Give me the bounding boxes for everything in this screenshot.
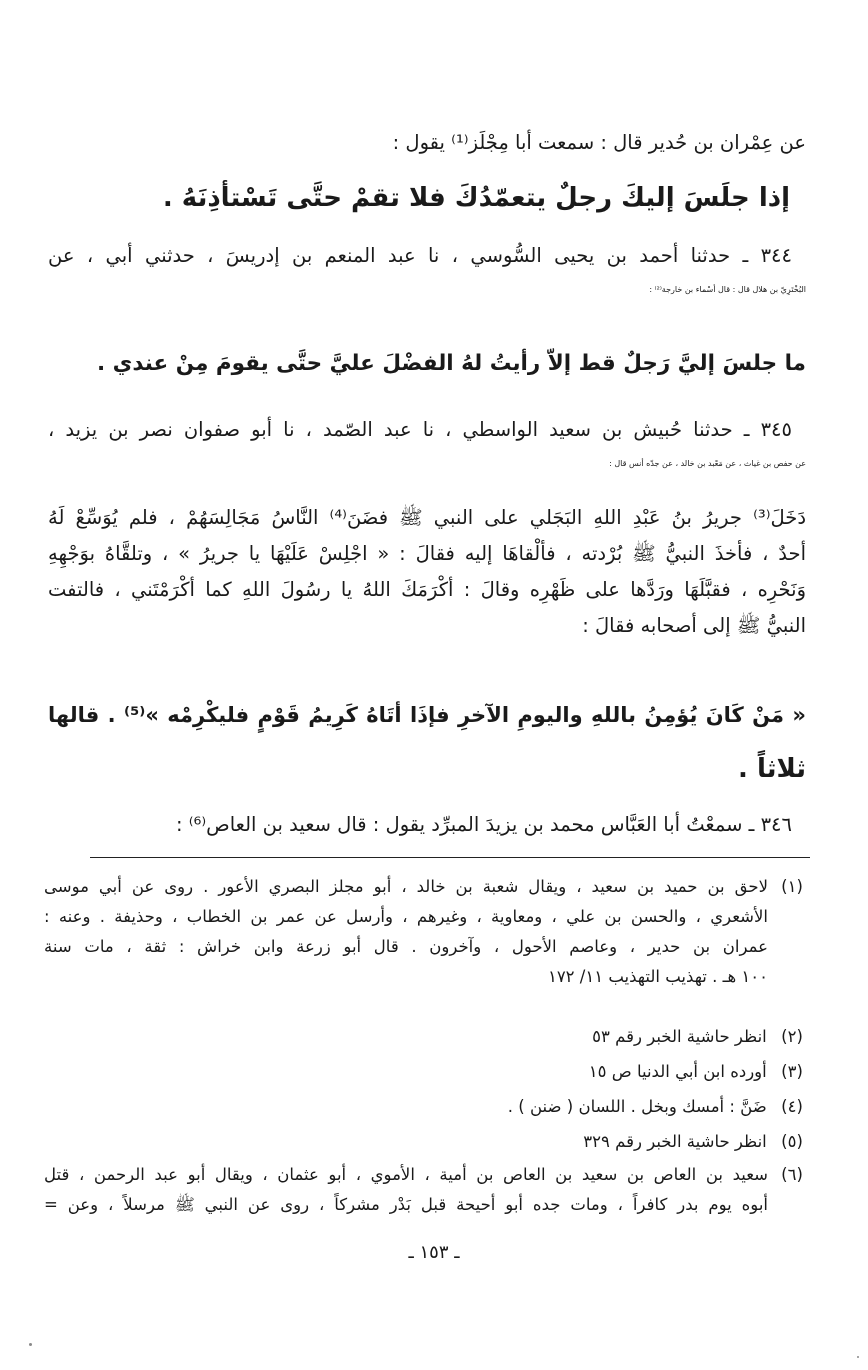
jarir-story	[48, 500, 806, 644]
quote-line: ما جلسَ إليَّ رَجلٌ قط إلاّ رأيتُ لهُ الفضْلَ عليَّ حتَّى يقومَ مِنْ عندي .	[97, 351, 806, 376]
footnote-2	[44, 1022, 812, 1052]
report-344	[48, 239, 806, 307]
footnote-number: (٢)	[781, 1027, 803, 1046]
hadith-quote	[48, 688, 806, 796]
footnote-5	[44, 1127, 812, 1157]
footnote-4	[44, 1092, 812, 1122]
quote-line: إذا جلَسَ إليكَ رجلٌ يتعمّدُكَ فلا تقمْ حتَّى تَسْتأذِنَهُ .	[162, 183, 790, 213]
report-346	[50, 808, 792, 842]
text-line: النبيُّ ﷺ إلى أصحابه فقالَ :	[582, 614, 806, 637]
text-line: ٣٤٤ ـ حدثنا أحمد بن يحيى السُّوسي ، نا عبد المنعم بن إدريسَ ، حدثني أبي ، عن	[48, 244, 792, 267]
text-line: البُخْتَرِيّ بن هلال قال : قال أسْماء بن خارجة⁽²⁾ :	[649, 285, 806, 294]
quote-abu-mijlaz	[50, 180, 790, 216]
report-345	[48, 413, 806, 481]
text-line: عن عِمْران بن حُدير قال : سمعت أبا مِجْلَز⁽¹⁾ يقول :	[392, 131, 806, 154]
scan-speck	[857, 1356, 859, 1358]
footnote-line: ضَنَّ : أمسك وبخل . اللسان ( ضنن ) .	[507, 1097, 767, 1116]
footnote-line: أبوه يوم بدر كافراً ، ومات جده أبو أحيحة قبل بَدْر مشركاً ، روى عن النبي ﷺ مرسلاً ، وعن =	[44, 1195, 768, 1214]
footnote-line: ١٠٠ هـ . تهذيب التهذيب ١١/ ١٧٢	[547, 967, 768, 986]
footnote-line: سعيد بن العاص بن سعيد بن العاص بن أمية ، الأموي ، أبو عثمان ، ويقال أبو عبد الرحمن ، قتل	[44, 1165, 768, 1184]
footnote-number: (٥)	[781, 1132, 803, 1151]
footnote-number: (٣)	[781, 1062, 803, 1081]
footnote-separator	[90, 857, 810, 858]
footnote-6-text	[44, 1160, 768, 1220]
footnote-line: الأشعري ، والحسن بن علي ، ومعاوية ، وغيرهم ، وأرسل عن عمر بن الخطاب ، وحذيفة . وعنه :	[44, 907, 768, 926]
footnote-3	[44, 1057, 812, 1087]
footnote-1-text	[44, 872, 768, 992]
quote-asma-bin-kharija	[90, 346, 806, 382]
narration-intro	[50, 126, 806, 160]
text-line: ٣٤٥ ـ حدثنا حُبيش بن سعيد الواسطي ، نا عبد الصّمد ، نا أبو صفوان نصر بن يزيد ،	[48, 418, 792, 441]
text-line: أحدٌ ، فأخذَ النبيُّ ﷺ بُرْدته ، فألْقاهَا إليه فقالَ : « اجْلِسْ عَلَيْهَا يا جريرُ » ، وتلقَّاهُ بوَجْهِهِ	[48, 542, 806, 565]
footnote-line: انظر حاشية الخبر رقم ٣٢٩	[583, 1132, 767, 1151]
footnote-number: (٦)	[781, 1165, 803, 1184]
footnote-number: (١)	[781, 877, 803, 896]
scan-speck	[29, 1343, 32, 1346]
footnote-line: عمران بن حدير ، وعاصم الأحول ، وآخرون . قال أبو زرعة وابن خراش : ثقة ، مات سنة	[44, 937, 768, 956]
text-line: وَنَحْرِه ، فقبَّلَهَا ورَدَّها على ظَهْرِه وقالَ : أكْرَمَكَ اللهُ يا رسُولَ اللهِ كما أكْرَمْتَني ، فالتفت	[48, 578, 806, 601]
quote-line: « مَنْ كَانَ يُؤمِنُ باللهِ واليومِ الآخرِ فإذَا أتَاهُ كَرِيمُ قَوْمٍ فليكْرِمْه »⁽⁵⁾ . قالها	[48, 703, 806, 727]
footnote-line: لاحق بن حميد بن سعيد ، ويقال شعبة بن خالد ، أبو مجلز البصري الأعور . روى عن أبي موسى	[44, 877, 768, 896]
text-line: عن حفص بن غياث ، عن مَعْبد بن خالد ، عن جدّه أنس قال :	[609, 459, 806, 468]
text-line: ٣٤٦ ـ سمعْتُ أبا العَبَّاس محمد بن يزيدَ المبرِّد يقول : قال سعيد بن العاص⁽⁶⁾ :	[175, 813, 792, 836]
page-number: ـ ١٥٣ ـ	[408, 1242, 460, 1263]
footnote-line: أورده ابن أبي الدنيا ص ١٥	[588, 1062, 767, 1081]
quote-line: ثلاثاً .	[738, 754, 806, 784]
footnote-number: (٤)	[781, 1097, 803, 1116]
footnote-line: انظر حاشية الخبر رقم ٥٣	[592, 1027, 767, 1046]
text-line: دَخَلَ⁽³⁾ جريرُ بنُ عَبْدِ اللهِ البَجَلي على النبي ﷺ فضَنَ⁽⁴⁾ النَّاسُ مَجَالِسَهُمْ ، فلم يُوَسِّعْ لَهُ	[48, 506, 806, 529]
